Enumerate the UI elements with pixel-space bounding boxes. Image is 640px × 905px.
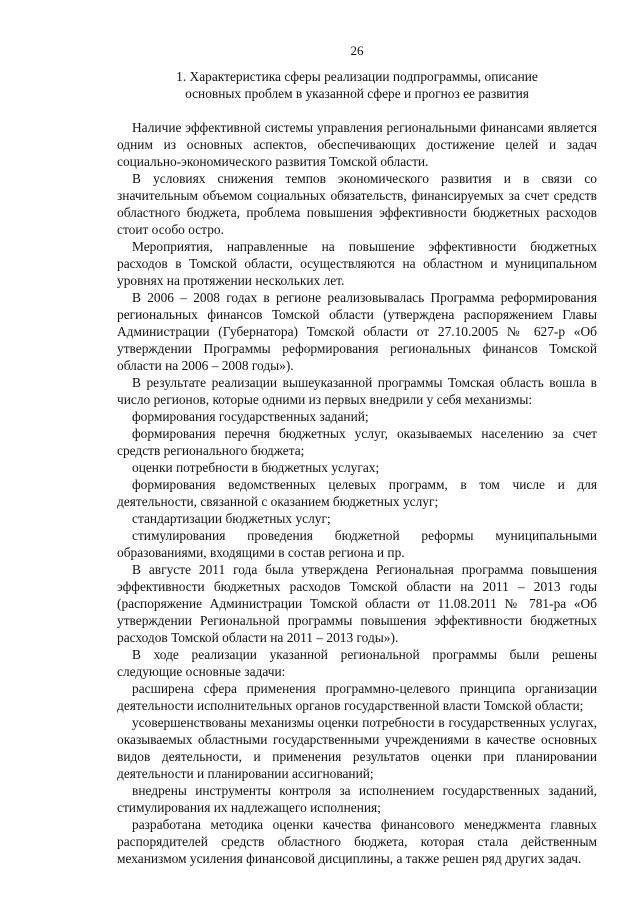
section-heading-line-2: основных проблем в указанной сфере и прогноз ее развития bbox=[185, 86, 529, 101]
paragraph: В 2006 – 2008 годах в регионе реализовывалась Программа реформирования региональных финансов Томской области (утверждена распоряжением Главы Администрации (Губернатора) Томской области от 27.10.2005 № 627-р «Об утверждении Программы реформирования региональных финансов Томской области на 2006 – 2008 годы»). bbox=[117, 290, 597, 373]
paragraph: Наличие эффективной системы управления региональными финансами является одним из основных аспектов, обеспечивающих достижение целей и задач социально-экономического развития Томской области. bbox=[117, 120, 597, 169]
list-item: расширена сфера применения программно-целевого принципа организации деятельности исполнительных органов государственной власти Томской области; bbox=[117, 681, 597, 713]
paragraph: В условиях снижения темпов экономического развития и в связи со значительным объемом социальных обязательств, финансируемых за счет средств областного бюджета, проблема повышения эффективности бюджетных расходов стоит особо остро. bbox=[117, 171, 597, 237]
list-item: усовершенствованы механизмы оценки потребности в государственных услугах, оказываемых областными государственными учреждениями в качестве основных видов деятельности, и применения результатов оценки при планировании деятельности и планировании ассигнований; bbox=[117, 715, 597, 781]
section-heading bbox=[117, 68, 597, 102]
document-page bbox=[117, 42, 597, 867]
paragraph: В августе 2011 года была утверждена Региональная программа повышения эффективности бюджетных расходов Томской области на 2011 – 2013 годы (распоряжение Администрации Томской области от 11.08.2011 № 781-ра «Об утверждении Региональной программы повышения эффективности бюджетных расходов Томской области на 2011 – 2013 годы»). bbox=[117, 562, 597, 645]
list-item: разработана методика оценки качества финансового менеджмента главных распорядителей средств областного бюджета, которая стала действенным механизмом усиления финансовой дисциплины, а также решен ряд других задач. bbox=[117, 817, 597, 866]
page-number: 26 bbox=[350, 43, 364, 58]
list-item: формирования ведомственных целевых программ, в том числе и для деятельности, связанной с оказанием бюджетных услуг; bbox=[117, 477, 597, 509]
list-item: формирования перечня бюджетных услуг, оказываемых населению за счет средств регионального бюджета; bbox=[117, 426, 597, 458]
list-item: оценки потребности в бюджетных услугах; bbox=[132, 460, 380, 475]
section-heading-line-1: 1. Характеристика сферы реализации подпрограммы, описание bbox=[176, 69, 538, 84]
list-item: внедрены инструменты контроля за исполнением государственных заданий, стимулирования их надлежащего исполнения; bbox=[117, 783, 597, 815]
list-item: стандартизации бюджетных услуг; bbox=[132, 511, 331, 526]
list-item: стимулирования проведения бюджетной реформы муниципальными образованиями, входящими в состав региона и пр. bbox=[117, 528, 597, 560]
paragraph: Мероприятия, направленные на повышение эффективности бюджетных расходов в Томской области, осуществляются на областном и муниципальном уровнях на протяжении нескольких лет. bbox=[117, 239, 597, 288]
paragraph: В ходе реализации указанной региональной программы были решены следующие основные задачи: bbox=[117, 647, 597, 679]
paragraph: В результате реализации вышеуказанной программы Томская область вошла в число регионов, которые одними из первых внедрили у себя механизмы: bbox=[117, 375, 597, 407]
list-item: формирования государственных заданий; bbox=[132, 409, 369, 424]
